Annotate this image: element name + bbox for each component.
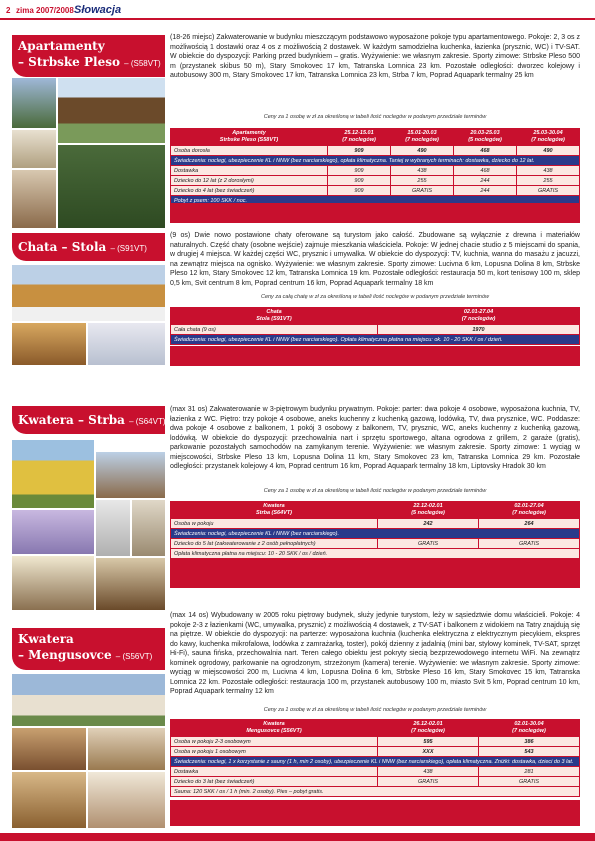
photo-trees bbox=[58, 145, 165, 228]
section-3-footer-bar bbox=[170, 558, 580, 588]
table-note bbox=[171, 757, 580, 767]
section-4-price-caption: Ceny za 1 osobę w zł za określoną w tabeli ilość noclegów w podanym przedziale terminów bbox=[263, 707, 487, 713]
section-2-price-caption: Ceny za całą chatę w zł za określoną w tabeli ilość noclegów w podanym przedziale terminów bbox=[260, 294, 490, 300]
table-note bbox=[171, 529, 580, 539]
section-3-price-caption: Ceny za 1 osobę w zł za określoną w tabeli ilość noclegów w podanym przedziale terminów bbox=[263, 488, 487, 494]
section-3-title: Kwatera – Strba bbox=[18, 413, 125, 427]
country-title: Słowacja bbox=[74, 4, 122, 16]
cell: 242 bbox=[378, 519, 479, 529]
cell: 438 bbox=[391, 166, 454, 176]
cell: Dziecko do 12 lat (z 2 dorosłymi) bbox=[171, 176, 328, 186]
section-1-subtitle bbox=[18, 55, 161, 69]
photo-living-room bbox=[12, 728, 86, 770]
th: 25.03-30.04 (7 noclegów) bbox=[517, 129, 580, 146]
cell: GRATIS bbox=[391, 186, 454, 196]
cell: Osoba w pokoju 2-3 osobowym bbox=[171, 737, 378, 747]
photo-bedroom bbox=[12, 772, 86, 828]
photo-building bbox=[58, 78, 165, 143]
photo-garden bbox=[96, 452, 165, 498]
th: 02.01-30.04 (7 noclegów) bbox=[478, 720, 579, 737]
cell: 468 bbox=[454, 146, 517, 156]
note: Opłata klimatyczna płatna na miejscu: 10 - 20 SKK / os / dzień. bbox=[171, 549, 580, 559]
cell: Osoba dorosła bbox=[171, 146, 328, 156]
photo-jacuzzi bbox=[88, 323, 165, 365]
note: Pobyt z psem: 100 SKK / noc. bbox=[171, 196, 580, 206]
section-2-photos bbox=[12, 265, 165, 365]
section-2-code: – (S91VT) bbox=[110, 244, 147, 253]
cell: 468 bbox=[454, 166, 517, 176]
cell: Osoba w pokoju 1 osobowym bbox=[171, 747, 378, 757]
photo-room-purple bbox=[12, 510, 94, 554]
cell: 543 bbox=[478, 747, 579, 757]
photo-chalet bbox=[12, 265, 165, 321]
section-3-code: – (S64VT) bbox=[129, 417, 166, 426]
section-4-subtitle: – Mengusovce bbox=[18, 648, 112, 662]
table-row bbox=[171, 325, 580, 335]
table-row bbox=[171, 176, 580, 186]
cell: Dziecko do 4 lat (bez świadczeń) bbox=[171, 186, 328, 196]
cell: XXX bbox=[378, 747, 479, 757]
cell: 909 bbox=[328, 166, 391, 176]
photo-house bbox=[12, 440, 94, 508]
cell: 244 bbox=[454, 176, 517, 186]
cell: 386 bbox=[478, 737, 579, 747]
cell: Dziecko do 5 lat (zakwaterowanie z 2 osób pełnopłatnych) bbox=[171, 539, 378, 549]
section-1-title: Apartamenty bbox=[18, 39, 105, 53]
cell: 909 bbox=[328, 176, 391, 186]
section-2-description: (9 os) Dwie nowo postawione chaty oferowane są turystom jako całość. Zbudowane są wyłącznie z drewna i materiałów naturalnych. Część chaty (osobne wejście) zajmuje mieszkania właściciela. Pokoje: W jednej chacie studio z 5 miejscami do spania, w drugiej 4 miejsca. W każdej części WC, prysznic i umywalka. W obiekcie do dyspozycji: TV, kuchnia, wanna do masażu z jacuzzi, na zewnątrz miejsca na ognisko. Wyżywienie: we własnym zakresie. Sporty zimowe: Lucivna 6 km, Lopusna Dolina 8 km, Strbske Pleso 12 km, Stary Smokovec 12 km, Tatranska Lomnica 19 km. Pozostałe odległości: restauracja 50 m, kort tenisowy 100 m, sklep 0,5 km, Svit centrum 8 km, Poprad centrum 16 km, Poprad Aquapark termalny 18 km bbox=[170, 232, 580, 287]
cell: Cała chata (9 os) bbox=[171, 325, 378, 335]
cell: 1970 bbox=[378, 325, 580, 335]
section-1-photos bbox=[12, 78, 165, 228]
note: Świadczenia: noclegi, 1 x korzystanie z sauny (1 h, min 2 osoby), ubezpieczenie KL i NNW (bez narciarskiego), opłata klimatyczna. Zniżki: dostawka, dzieci do 3 lat. bbox=[171, 757, 580, 767]
cell: Dostawka bbox=[171, 166, 328, 176]
section-4-title: Kwatera bbox=[18, 632, 74, 646]
table-row bbox=[171, 767, 580, 777]
page-number: 2 bbox=[6, 6, 11, 15]
th: Kwatera Mengusovce (S56VT) bbox=[171, 720, 378, 737]
cell: 244 bbox=[454, 186, 517, 196]
th: 26.12-02.01 (7 noclegów) bbox=[378, 720, 479, 737]
photo-kitchen bbox=[12, 130, 56, 168]
table-row bbox=[171, 777, 580, 787]
photo-room bbox=[12, 170, 56, 228]
section-4-code: – (S56VT) bbox=[115, 652, 153, 661]
cell: 909 bbox=[328, 186, 391, 196]
section-1-description: (18-26 miejsc) Zakwaterowanie w budynku mieszczącym podstawowo wyposażone pokoje typu apartamentowego. Pokoje: 2, 3 os z możliwością 1 dostawki oraz 4 os z możliwością 2 dostawek. W każdym samodzielna kuchenka, łazienka (prysznic, WC) i TV-SAT. W obiekcie do dyspozycji: Parking przed budynkiem – gratis. Wyżywienie: we własnym zakresie. Sporty zimowe: Strbske Pleso 500 m (przystanek skibus 50 m), Stary Smokovec 17 km, Tatranska Lomnica 23 km. Pozostałe odległości: dworzec kolejowy i autobusowy 300 m, Stary Smokovec 17 km, Tatranska Lomnica 23 km, Strba 7 km, Poprad Aquapark termalny 25 km bbox=[170, 34, 580, 79]
photo-dining bbox=[88, 728, 165, 770]
th: 25.12-15.01 (7 noclegów) bbox=[328, 129, 391, 146]
table-row bbox=[171, 519, 580, 529]
section-2-header bbox=[12, 233, 165, 261]
cell: GRATIS bbox=[378, 777, 479, 787]
section-1-code: – (S58VT) bbox=[124, 59, 161, 68]
cell: GRATIS bbox=[517, 186, 580, 196]
table-row bbox=[171, 539, 580, 549]
photo-bedroom-2 bbox=[88, 772, 165, 828]
th: Apartamenty Strbske Pleso (S58VT) bbox=[171, 129, 328, 146]
section-4-description: (max 14 os) Wybudowany w 2005 roku piętrowy budynek, służy jedynie turystom, leży w sąsiedztwie domu właścicieli. Pokoje: 4 pokoje 2-3 z łazienkami (WC, umywalka, prysznic) z możliwością 4 dostawek, z TV-SAT i balkonem z widokiem na Tatry znajdują się na piętrze. W obiekcie do dyspozycji: na parterze: wyposażona kuchnia (kuchenka elektryczna z elektrycznym piecykiem, ekspres do kawy, kuchenka mikrofalowa, lodówka z zamrażarką, toster), pokój dzienny z jadalnią (mini bar, stylowy kominek, TV-SAT, sprzęt Hi-Fi), sauna fińska, przechowalnia nart. Teren całego obiektu jest pokryty siecią bezprzewodowego internetu WiFi. Na zewnątrz kominek ogrodowy, parkowanie na ogrodzonym, strzeżonym (kamera) terenie. Wyżywienie: we własnym zakresie. Sporty zimowe: wyciąg w miejscowości 200 m, Lucivna 4 km, Lopusna Dolina 6 km, Strbske Pleso 16 km, Stary Smokovec 15 km, Tatranska Lomnica 22 km. Pozostałe odległości: restauracja 100 m, przystanek autobusowy 100 m, miasto Svit 5 km, Poprad centrum 10 km, Poprad Aquapark termalny 12 km bbox=[170, 612, 580, 695]
photo-villa bbox=[12, 674, 165, 726]
table-note bbox=[171, 335, 580, 345]
cell: GRATIS bbox=[478, 777, 579, 787]
note: Świadczenia: noclegi, ubezpieczenie KL i NNW (bez narciarskiego), opłata klimatyczna. Taniej w wybranych terminach: dostawka, dziecko do 12 lat. bbox=[171, 156, 580, 166]
section-4-photos bbox=[12, 674, 165, 828]
th: 22.12-02.01 (5 noclegów) bbox=[378, 502, 479, 519]
photo-forest bbox=[12, 78, 56, 128]
section-3-description: (max 31 os) Zakwaterowanie w 3-piętrowym budynku prywatnym. Pokoje: parter: dwa pokoje 4 osobowe, wyposażona kuchnia, TV, łazienka z WC. Piętro: trzy pokoje 4 osobowe, aneks kuchenny z kuchenką gazową, lodówką, TV, dwa prysznice, WC. Poddasze: dwa pokoje 4 osobowe z balkonem, 1 pokój 3 osobowy z balkonem, TV, prysznic, WC, aneks kuchenny z kuchenką gazową, lodówką. W obiekcie do dyspozycji: przechowalnia nart i sprzętu sportowego, altana ogrodowa z grillem, 2 garaże (gratis), parkowanie pozostałych samochodów na zamykanym terenie. Wyżywienie: we własnym zakresie. Sporty zimowe: 1 wyciąg w miejscowości, Strbske Pleso 13 km, Lopusna Dolina 11 km, Stary Smokovec 23 km, Tatranska Lomnica 29 km. Pozostałe odległości: przystanek kolejowy 4 km, Poprad centrum 16 km, Poprad Aquapark termalny 18 km, Liptovsky Hradok 30 km bbox=[170, 406, 580, 470]
table-note bbox=[171, 787, 580, 797]
cell: GRATIS bbox=[479, 539, 580, 549]
table-note bbox=[171, 156, 580, 166]
cell: 595 bbox=[378, 737, 479, 747]
cell: 281 bbox=[478, 767, 579, 777]
table-row bbox=[171, 186, 580, 196]
cell: 490 bbox=[517, 146, 580, 156]
section-2-price-table bbox=[170, 307, 580, 345]
section-4-header bbox=[12, 628, 165, 670]
section-4-footer-bar bbox=[170, 800, 580, 826]
photo-kitchen bbox=[132, 500, 165, 556]
cell: 255 bbox=[391, 176, 454, 186]
table-note bbox=[171, 549, 580, 559]
section-1-price-caption: Ceny za 1 osobę w zł za określoną w tabeli ilość noclegów w podanym przedziale terminów bbox=[263, 114, 487, 120]
table-row bbox=[171, 166, 580, 176]
section-1-price-table bbox=[170, 128, 580, 206]
section-3-price-table bbox=[170, 501, 580, 559]
section-1-subtitle-text: – Strbske Pleso bbox=[18, 55, 120, 69]
section-3-header bbox=[12, 406, 165, 434]
section-2-footer-bar bbox=[170, 346, 580, 366]
season-label: zima 2007/2008 bbox=[16, 6, 74, 15]
section-1-header bbox=[12, 35, 165, 77]
cell: 264 bbox=[479, 519, 580, 529]
cell: Osoba w pokoju bbox=[171, 519, 378, 529]
cell: Dostawka bbox=[171, 767, 378, 777]
cell: GRATIS bbox=[378, 539, 479, 549]
note: Świadczenia: noclegi, ubezpieczenie KL i NNW (bez narciarskiego). Opłata klimatyczna płatna na miejscu: ok. 10 - 20 SKK / os / dzień. bbox=[171, 335, 580, 345]
note: Świadczenia: noclegi, ubezpieczenie KL i NNW (bez narciarskiego). bbox=[171, 529, 580, 539]
header-rule bbox=[0, 18, 595, 20]
table-row bbox=[171, 737, 580, 747]
th: 20.03-25.03 (5 noclegów) bbox=[454, 129, 517, 146]
cell: 438 bbox=[517, 166, 580, 176]
table-row bbox=[171, 747, 580, 757]
section-3-photos bbox=[12, 440, 165, 610]
table-row bbox=[171, 146, 580, 156]
page-footer-bar bbox=[0, 833, 595, 841]
cell: 490 bbox=[391, 146, 454, 156]
th: Chata Stola (S91VT) bbox=[171, 308, 378, 325]
photo-bedroom bbox=[96, 558, 165, 610]
th: 15.01-20.03 (7 noclegów) bbox=[391, 129, 454, 146]
section-1-footer-bar bbox=[170, 203, 580, 223]
cell: 255 bbox=[517, 176, 580, 186]
th: Kwatera Strba (S64VT) bbox=[171, 502, 378, 519]
th: 02.01-27.04 (7 noclegów) bbox=[479, 502, 580, 519]
th: 02.01-27.04 (7 noclegów) bbox=[378, 308, 580, 325]
section-4-price-table bbox=[170, 719, 580, 797]
cell: 438 bbox=[378, 767, 479, 777]
photo-dining bbox=[12, 556, 94, 610]
note: Sauna: 120 SKK / os / 1 h (min. 2 osoby). Pies – pobyt gratis. bbox=[171, 787, 580, 797]
section-2-title: Chata – Stola bbox=[18, 240, 107, 254]
photo-interior bbox=[12, 323, 86, 365]
cell: 909 bbox=[328, 146, 391, 156]
photo-bathroom bbox=[96, 500, 130, 556]
cell: Dziecko do 3 lat (bez świadczeń) bbox=[171, 777, 378, 787]
